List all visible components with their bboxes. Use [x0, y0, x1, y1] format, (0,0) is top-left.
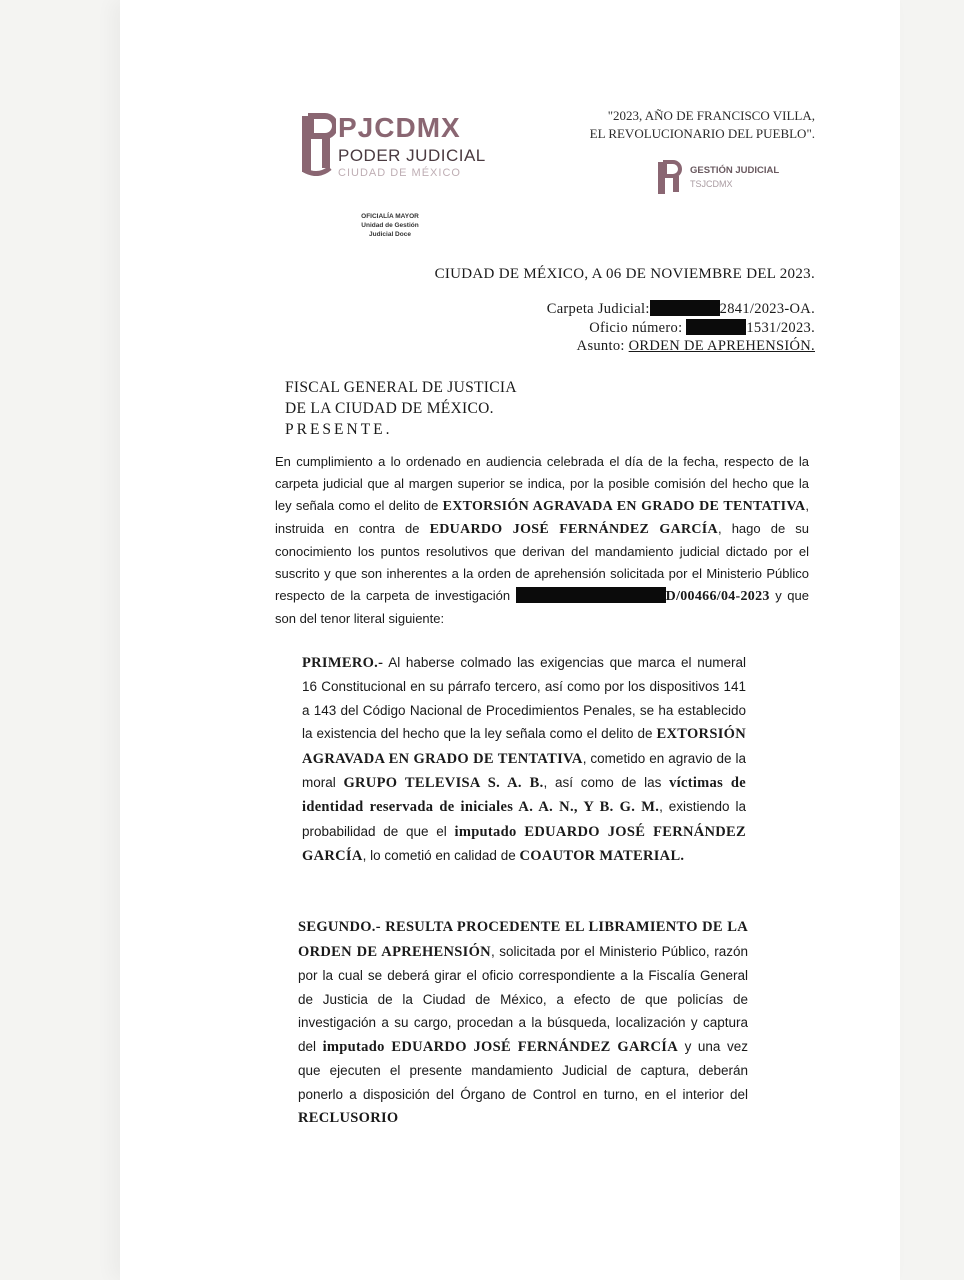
document-date: CIUDAD DE MÉXICO, A 06 DE NOVIEMBRE DEL 2023.	[434, 266, 815, 282]
logo-subtitle-faded: CIUDAD DE MÉXICO	[338, 167, 461, 179]
gestion-judicial-sub: TSJCDMX	[690, 179, 733, 189]
pjcdmx-logo-icon	[300, 112, 336, 176]
redaction-bar	[650, 300, 720, 316]
office-label: OFICIALÍA MAYOR Unidad de Gestión Judicial Doce	[361, 213, 419, 238]
year-motto: "2023, AÑO DE FRANCISCO VILLA, EL REVOLUCIONARIO DEL PUEBLO".	[589, 108, 815, 141]
logo-subtitle: PODER JUDICIAL	[338, 146, 486, 165]
redaction-bar	[686, 319, 746, 335]
asunto-line: Asunto: ORDEN DE APREHENSIÓN.	[576, 338, 815, 354]
addressee-block: FISCAL GENERAL DE JUSTICIA DE LA CIUDAD DE MÉXICO. PRESENTE.	[285, 379, 517, 438]
intro-paragraph: En cumplimiento a lo ordenado en audiencia celebrada el día de la fecha, respecto de la carpeta judicial que al margen superior se indica, por la posible comisión del hecho que la ley señala como el delito de EXTORSIÓN AGRAVADA EN GRADO DE TENTATIVA, instruida en contra de EDUARDO JOSÉ FERNÁNDEZ GARCÍA, hago de su conocimiento los puntos resolutivos que derivan del mandamiento judicial dictado por el suscrito y que son inherentes a la orden de aprehensión solicitada por el Ministerio Público respecto de la carpeta de investigación D/00466/04-2023 y que son del tenor literal siguiente:	[275, 454, 810, 626]
redaction-bar	[516, 587, 666, 603]
gestion-judicial-logo-icon	[657, 158, 685, 196]
resolutivo-segundo: SEGUNDO.- RESULTA PROCEDENTE EL LIBRAMIENTO DE LA ORDEN DE APREHENSIÓN, solicitada por el Ministerio Público, razón por la cual se deberá girar el oficio correspondiente a la Fiscalía General de Justicia de la Ciudad de México, a efecto de que policías de investigación a su cargo, procedan a la búsqueda, localización y captura del imputado EDUARDO JOSÉ FERNÁNDEZ GARCÍA y una vez que ejecuten el presente mandamiento Judicial de captura, deberán ponerlo a disposición del Órgano de Control en turno, en el interior del RECLUSORIO	[298, 919, 748, 1126]
resolutivo-primero: PRIMERO.- Al haberse colmado las exigencias que marca el numeral 16 Constitucional en su párrafo tercero, así como por los dispositivos 141 a 143 del Código Nacional de Procedimientos Penales, se ha establecido la existencia del hecho que la ley señala como el delito de EXTORSIÓN AGRAVADA EN GRADO DE TENTATIVA, cometido en agravio de la moral GRUPO TELEVISA S. A. B., así como de las víctimas de identidad reservada de iniciales A. A. N., Y B. G. M., existiendo la probabilidad de que el imputado EDUARDO JOSÉ FERNÁNDEZ GARCÍA, lo cometió en calidad de COAUTOR MATERIAL.	[302, 655, 746, 865]
carpeta-line: Carpeta Judicial: 2841/2023-OA.	[546, 301, 815, 317]
logo-title: PJCDMX	[338, 112, 461, 143]
oficio-line: Oficio número: 1531/2023.	[589, 320, 815, 336]
gestion-judicial-label: GESTIÓN JUDICIAL	[690, 165, 780, 176]
